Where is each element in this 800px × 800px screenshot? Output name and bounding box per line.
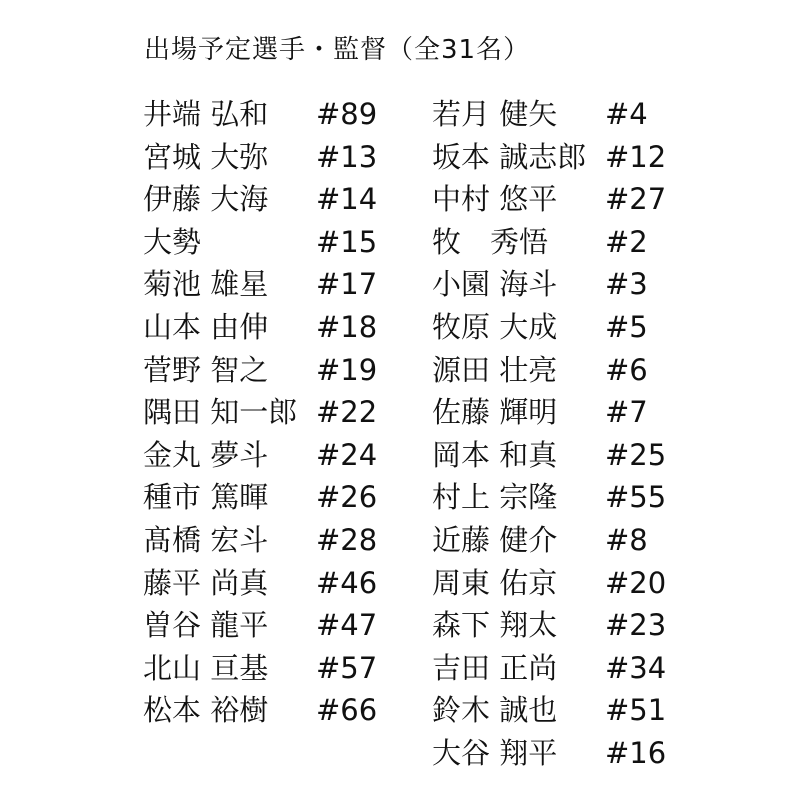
player-name: 佐藤 輝明	[432, 395, 558, 430]
player-name: 牧原 大成	[432, 309, 558, 344]
player-number: #17	[316, 267, 378, 302]
player-number: #13	[316, 139, 378, 174]
player-name: 森下 翔太	[432, 608, 558, 643]
player-name: 大勢	[143, 224, 202, 259]
player-name: 村上 宗隆	[432, 480, 558, 515]
player-name: 鈴木 誠也	[432, 693, 558, 728]
player-name: 井端 弘和	[143, 97, 269, 131]
player-number: #22	[316, 395, 378, 430]
player-name: 宮城 大弥	[143, 139, 269, 174]
player-number: #28	[316, 522, 378, 557]
player-number: #66	[316, 693, 378, 728]
player-name: 隅田 知一郎	[143, 395, 298, 430]
player-name: 小園 海斗	[432, 267, 558, 302]
player-name: 菊池 雄星	[143, 267, 269, 302]
player-number: #7	[605, 395, 648, 430]
player-name: 藤平 尚真	[143, 565, 269, 600]
player-name: 山本 由伸	[143, 309, 269, 344]
player-number: #15	[316, 224, 378, 259]
player-name: 周東 佑京	[432, 565, 558, 600]
player-number: #5	[605, 309, 648, 344]
player-number: #23	[605, 608, 667, 643]
player-number: #34	[605, 650, 667, 685]
player-number: #27	[605, 182, 667, 217]
player-name: 金丸 夢斗	[143, 437, 269, 472]
page-title: 出場予定選手・監督（全31名）	[144, 35, 531, 65]
player-number: #51	[605, 693, 667, 728]
player-number: #47	[316, 608, 378, 643]
player-name: 坂本 誠志郎	[432, 139, 587, 174]
player-number: #46	[316, 565, 378, 600]
player-number: #4	[605, 97, 648, 131]
player-name: 牧 秀悟	[432, 224, 549, 259]
player-number: #57	[316, 650, 378, 685]
player-name: 髙橋 宏斗	[143, 522, 269, 557]
player-number: #12	[605, 139, 667, 174]
player-name: 若月 健矢	[432, 97, 558, 131]
player-number: #89	[316, 97, 378, 131]
player-name: 北山 亘基	[143, 650, 269, 685]
player-number: #2	[605, 224, 648, 259]
player-name: 中村 悠平	[432, 182, 558, 217]
player-number: #8	[605, 522, 648, 557]
player-number: #20	[605, 565, 667, 600]
player-number: #3	[605, 267, 648, 302]
player-name: 曽谷 龍平	[143, 608, 269, 643]
player-number: #26	[316, 480, 378, 515]
player-number: #14	[316, 182, 378, 217]
player-number: #25	[605, 437, 667, 472]
player-name: 吉田 正尚	[432, 650, 558, 685]
player-name: 種市 篤暉	[143, 480, 269, 515]
player-name: 近藤 健介	[432, 522, 558, 557]
player-name: 源田 壮亮	[432, 352, 558, 387]
player-number: #16	[605, 735, 667, 770]
player-number: #55	[605, 480, 667, 515]
player-name: 伊藤 大海	[143, 182, 269, 217]
player-name: 松本 裕樹	[143, 693, 269, 728]
player-name: 大谷 翔平	[432, 735, 558, 770]
player-number: #18	[316, 309, 378, 344]
player-number: #6	[605, 352, 648, 387]
player-name: 菅野 智之	[143, 352, 269, 387]
player-name: 岡本 和真	[432, 437, 558, 472]
player-number: #19	[316, 352, 378, 387]
player-number: #24	[316, 437, 378, 472]
